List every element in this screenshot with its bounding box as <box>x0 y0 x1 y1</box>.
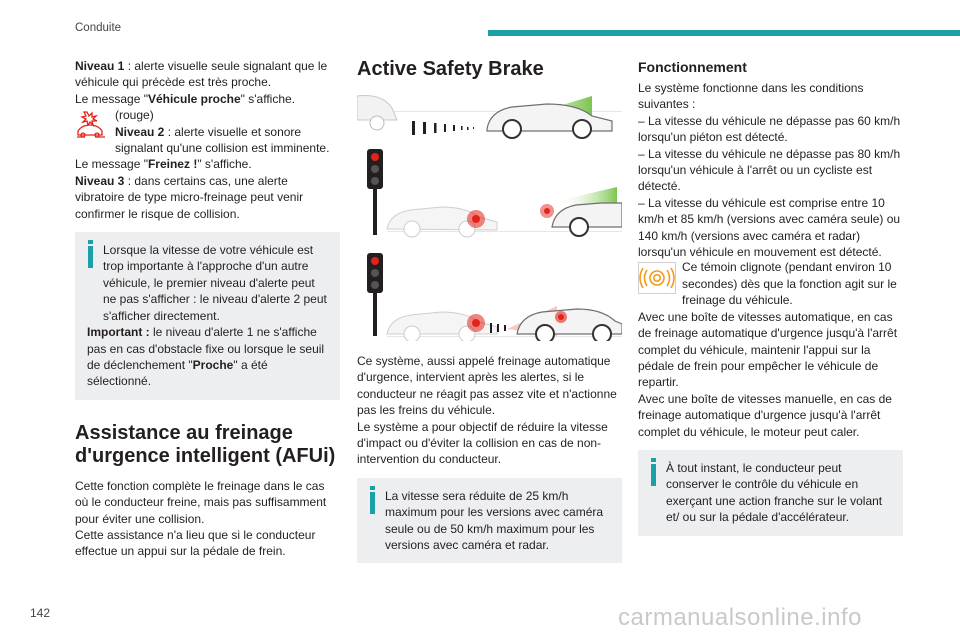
column-right <box>638 58 903 536</box>
asb-illustration <box>357 91 622 341</box>
manual-gearbox-paragraph: Avec une boîte de vitesses manuelle, en cas de freinage automatique d'urgence jusqu'à l'arrêt complet du véhicule, le moteur peut caler. <box>638 391 892 439</box>
conditions-intro: Le système fonctionne dans les conditions suivantes : <box>638 81 864 112</box>
scene-car-braking <box>387 187 622 237</box>
afu-paragraph-2: Cette assistance n'a lieu que si le conducteur effectue un appui sur la pédale de frein. <box>75 527 316 559</box>
level2-message: Le message "Freinez !" s'affiche. Niveau 3 : dans certains cas, une alerte vibratoire de type micro-freinage peut venir confirmer le risque de collision. <box>75 157 304 221</box>
level1-paragraph: Niveau 1 : alerte visuelle seule signalant que le véhicule qui précède est très proche. Le message "Véhicule proche" s'affiche. <box>75 59 328 106</box>
brake-warning-lamp-icon <box>638 262 676 294</box>
column-left <box>75 58 340 560</box>
asb-paragraph-1: Ce système, aussi appelé freinage automatique d'urgence, intervient après les alertes, si le conducteur ne réagit pas assez vite et n'actionne pas les freins du véhicule. <box>357 354 617 418</box>
page-number: 142 <box>30 606 51 620</box>
collision-warning-icon <box>75 109 109 139</box>
asb-paragraph-2: Le système a pour objectif de réduire la vitesse d'impact ou d'éviter la collision en cas de non-intervention du conducteur. <box>357 419 608 467</box>
traffic-light-2 <box>367 253 383 336</box>
info-box-speed-reduction: La vitesse sera réduite de 25 km/h maximum pour les versions avec caméra seule ou de 50 km/h maximum pour les versions avec caméra et radar. <box>357 478 622 564</box>
info-icon <box>370 492 375 514</box>
info-icon <box>651 464 656 486</box>
afu-heading: Assistance au freinage d'urgence intelligent (AFUi) <box>75 421 336 467</box>
afu-paragraph-1: Cette fonction complète le freinage dans le cas où le conducteur freine, mais pas suffisamment pour éviter une collision. <box>75 478 327 526</box>
header-section-title: Conduite <box>75 22 122 34</box>
fonctionnement-heading: Fonctionnement <box>638 59 747 75</box>
condition-stopped-vehicle: – La vitesse du véhicule ne dépasse pas 80 km/h lorsqu'un véhicule à l'arrêt ou un cycliste est détecté. <box>638 146 901 194</box>
info-box-driver-control: À tout instant, le conducteur peut conserver le contrôle du véhicule en exerçant une action franche sur le volant et/ ou sur la pédale d'accélérateur. <box>638 450 903 536</box>
scene-car-approach <box>357 96 622 139</box>
column-middle <box>357 58 622 563</box>
watermark: carmanualsonline.info <box>618 604 862 631</box>
header-accent-bar <box>488 30 960 36</box>
traffic-light-1 <box>367 149 383 235</box>
scene-emergency-brake <box>387 306 622 341</box>
condition-moving-vehicle: – La vitesse du véhicule est comprise entre 10 km/h et 85 km/h (versions avec caméra seule) ou 140 km/h (versions avec caméra et radar) lorsqu'un véhicule en mouvement est détecté. <box>638 195 901 260</box>
level2-block: (rouge) Niveau 2 : alerte visuelle et sonore signalant qu'une collision est imminente. <box>75 107 340 156</box>
lamp-block: Ce témoin clignote (pendant environ 10 secondes) dès que la fonction agit sur le freinage du véhicule. <box>638 260 903 308</box>
info-box-speed: Lorsque la vitesse de votre véhicule est trop importante à l'approche d'un autre véhicule, le premier niveau d'alerte peut ne pas s'afficher : le niveau d'alerte 2 peut s'afficher directement. Important : le niveau d'alerte 1 ne s'affiche pas en cas d'obstacle fixe ou lorsque le seuil de déclenchement "Proche" a été sélectionné. <box>75 232 340 400</box>
asb-heading: Active Safety Brake <box>357 58 544 80</box>
condition-pedestrian: – La vitesse du véhicule ne dépasse pas 60 km/h lorsqu'un piéton est détecté. <box>638 113 901 145</box>
auto-gearbox-paragraph: Avec une boîte de vitesses automatique, en cas de freinage automatique d'urgence jusqu'à l'arrêt complet du véhicule, maintenir l'appui sur la pédale de frein pour empêcher le véhicule de repartir. <box>638 309 898 390</box>
info-icon <box>88 246 93 268</box>
